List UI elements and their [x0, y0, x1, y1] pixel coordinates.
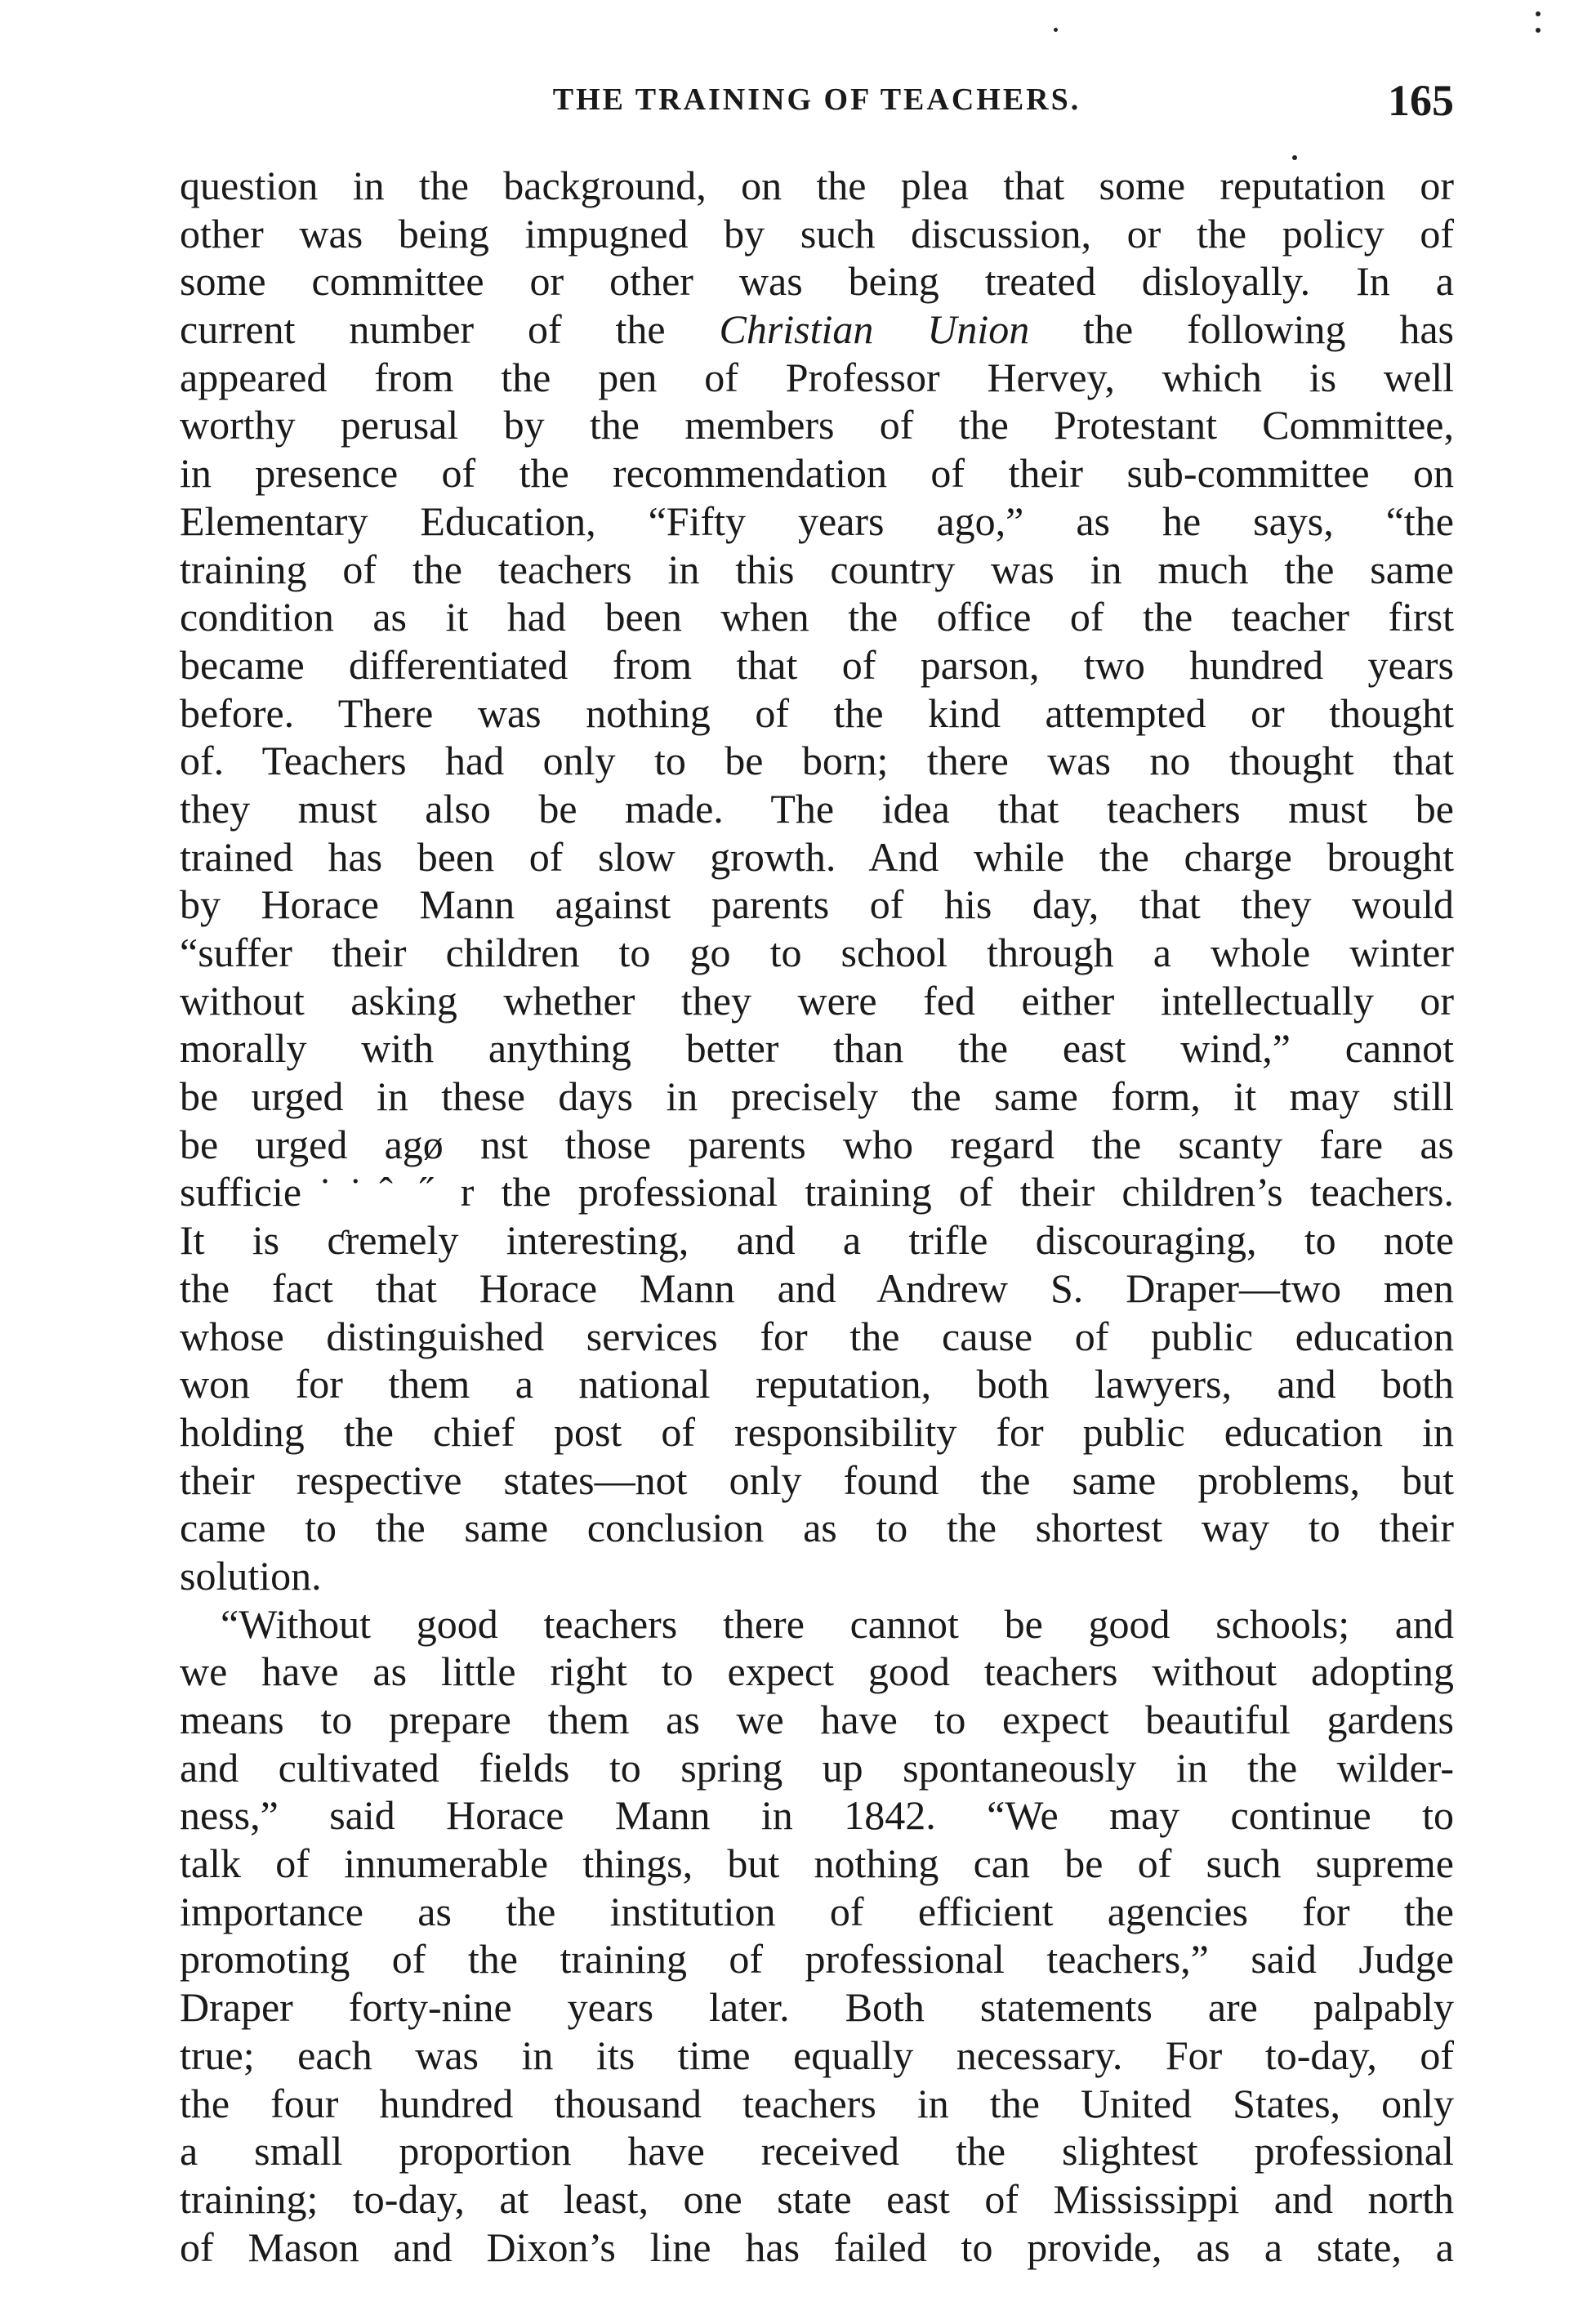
- text-line: they must also be made. The idea that teachers must be: [180, 785, 1454, 832]
- text-line: of Mason and Dixon’s line has failed to provide, as a state, a: [180, 2224, 1454, 2270]
- text-line: be urged agø nst those parents who regard the scanty fare as: [180, 1121, 1454, 1167]
- text-segment: current number of the: [180, 306, 720, 353]
- text-line: holding the chief post of responsibility for public education in: [180, 1408, 1454, 1455]
- text-line: we have as little right to expect good teachers without adopting: [180, 1648, 1454, 1695]
- text-line: importance as the institution of efficient agencies for the: [180, 1888, 1454, 1934]
- text-line: the four hundred thousand teachers in the United States, only: [180, 2080, 1454, 2126]
- text-line: training of the teachers in this country was in much the same: [180, 546, 1454, 592]
- running-title: THE TRAINING OF TEACHERS.: [552, 83, 1081, 117]
- text-line: true; each was in its time equally necessary. For to-day, of: [180, 2032, 1454, 2078]
- text-segment: the following has: [1029, 306, 1454, 353]
- text-line: solution.: [180, 1552, 322, 1599]
- text-line: [180, 306, 1454, 354]
- text-line: of. Teachers had only to be born; there was no thought that: [180, 738, 1454, 784]
- text-line: It is ƈremely interesting, and a trifle discouraging, to note: [180, 1217, 1454, 1264]
- text-line: Draper forty-nine years later. Both statements are palpably: [180, 1984, 1454, 2031]
- margin-speck: [1054, 28, 1058, 32]
- margin-speck: [1536, 11, 1541, 16]
- text-line: be urged in these days in precisely the same form, it may still: [180, 1073, 1454, 1120]
- text-line: won for them a national reputation, both lawyers, and both: [180, 1361, 1454, 1407]
- paragraph: [180, 1600, 1454, 2272]
- text-line: by Horace Mann against parents of his day, that they would: [180, 881, 1454, 928]
- page-header: [180, 76, 1454, 139]
- text-line: question in the background, on the plea that some reputation or: [180, 163, 1454, 208]
- page-number: 165: [1388, 76, 1454, 125]
- text-line: their respective states—not only found the same problems, but: [180, 1456, 1454, 1503]
- text-line: and cultivated fields to spring up spontaneously in the wilder-: [180, 1744, 1454, 1791]
- text-line: without asking whether they were fed either intellectually or: [180, 977, 1454, 1024]
- text-line: in presence of the recommendation of their sub-committee on: [180, 450, 1454, 497]
- text-line: a small proportion have received the slightest professional: [180, 2128, 1454, 2175]
- text-line: worthy perusal by the members of the Protestant Committee,: [180, 402, 1454, 448]
- italic-title: Christian Union: [719, 306, 1030, 353]
- text-line: training; to-day, at least, one state east of Mississippi and north: [180, 2175, 1454, 2222]
- paragraph: [180, 162, 1454, 1600]
- text-line: talk of innumerable things, but nothing can be of such supreme: [180, 1840, 1454, 1887]
- text-line: appeared from the pen of Professor Hervey, which is well: [180, 354, 1454, 400]
- text-line: became differentiated from that of parson, two hundred years: [180, 641, 1454, 688]
- text-line: morally with anything better than the east wind,” cannot: [180, 1025, 1454, 1072]
- page-body: [180, 162, 1454, 2271]
- text-line: ness,” said Horace Mann in 1842. “We may continue to: [180, 1792, 1454, 1839]
- margin-speck: [1292, 155, 1297, 160]
- margin-speck: [1536, 28, 1541, 33]
- text-line: whose distinguished services for the cause of public education: [180, 1313, 1454, 1359]
- text-line: condition as it had been when the office of the teacher first: [180, 594, 1454, 640]
- text-line: trained has been of slow growth. And while the charge brought: [180, 833, 1454, 880]
- text-line: Elementary Education, “Fifty years ago,” as he says, “the: [180, 497, 1454, 544]
- text-line: “suffer their children to go to school through a whole winter: [180, 930, 1454, 975]
- text-line: the fact that Horace Mann and Andrew S. Draper—two men: [180, 1265, 1454, 1311]
- text-line: sufficie˙˙ˆ ˝ r the professional training of their children’s teachers.: [180, 1169, 1454, 1216]
- text-line: other was being impugned by such discussion, or the policy of: [180, 210, 1454, 256]
- text-line: some committee or other was being treated disloyally. In a: [180, 258, 1454, 305]
- text-line: promoting of the training of professional teachers,” said Judge: [180, 1936, 1454, 1983]
- text-line: means to prepare them as we have to expect beautiful gardens: [180, 1697, 1454, 1742]
- text-line: before. There was nothing of the kind attempted or thought: [180, 689, 1454, 736]
- text-line: “Without good teachers there cannot be good schools; and: [221, 1600, 1454, 1647]
- text-line: came to the same conclusion as to the shortest way to their: [180, 1505, 1454, 1551]
